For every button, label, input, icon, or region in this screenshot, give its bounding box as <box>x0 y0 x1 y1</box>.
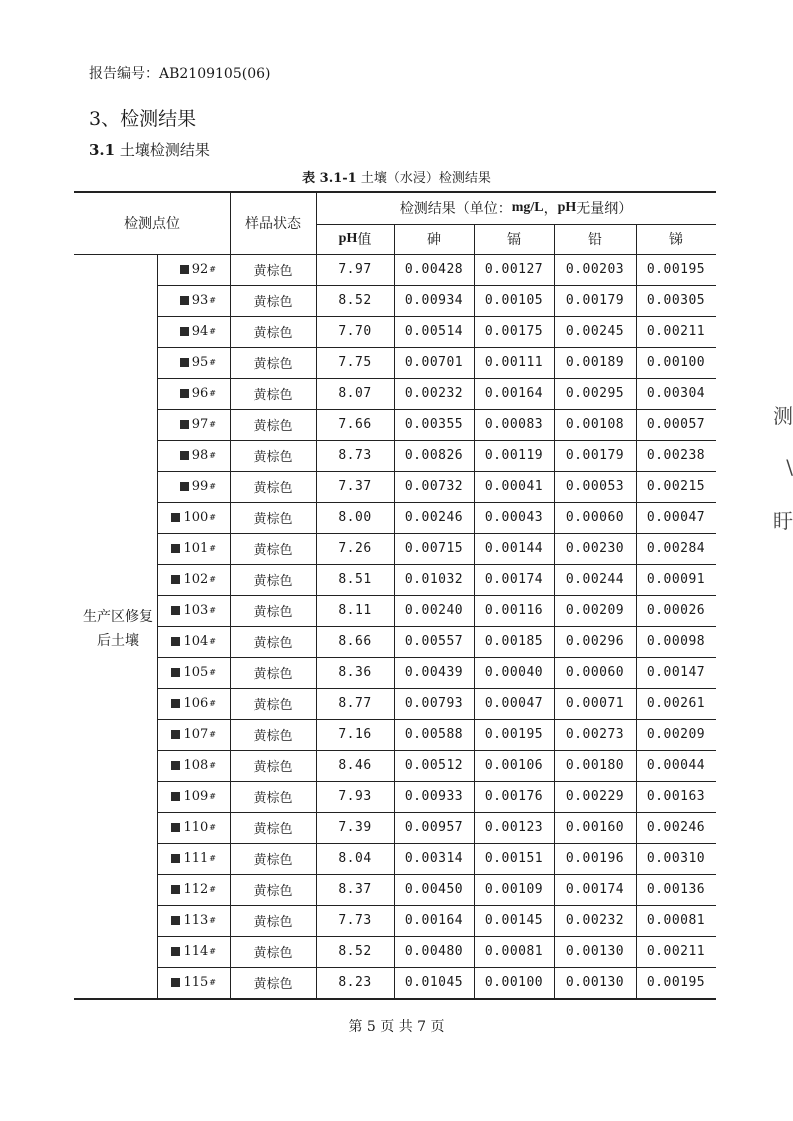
cell-cadmium: 0.00100 <box>484 975 544 990</box>
section-title: 3、检测结果 <box>89 108 197 130</box>
cell-antimony: 0.00246 <box>646 820 706 835</box>
cell-sample-state: 黄棕色 <box>253 791 293 806</box>
point-suffix: # <box>209 761 216 770</box>
cell-cadmium: 0.00040 <box>484 665 544 680</box>
header-divider <box>316 224 716 225</box>
cell-lead: 0.00179 <box>565 293 625 308</box>
cell-ph: 8.00 <box>338 510 372 525</box>
point-suffix: # <box>209 575 216 584</box>
point-number: 102 <box>183 572 209 587</box>
header-results-ph: pH <box>557 200 577 215</box>
cell-ph: 8.11 <box>338 603 372 618</box>
cell-cadmium: 0.00144 <box>484 541 544 556</box>
point-number: 101 <box>183 541 209 556</box>
point-marker-icon <box>171 916 180 925</box>
cell-arsenic: 0.01045 <box>404 975 464 990</box>
point-suffix: # <box>209 668 216 677</box>
cell-ph: 7.93 <box>338 789 372 804</box>
cell-antimony: 0.00195 <box>646 975 706 990</box>
cell-ph: 7.66 <box>338 417 372 432</box>
point-marker-icon <box>171 854 180 863</box>
header-sample-state: 样品状态 <box>245 216 301 232</box>
cell-ph: 8.04 <box>338 851 372 866</box>
cell-ph: 8.51 <box>338 572 372 587</box>
cell-antimony: 0.00209 <box>646 727 706 742</box>
point-suffix: # <box>209 513 216 522</box>
cell-arsenic: 0.00557 <box>404 634 464 649</box>
cell-antimony: 0.00091 <box>646 572 706 587</box>
subsection-title <box>89 139 210 160</box>
point-number: 114 <box>183 944 209 959</box>
cell-point <box>157 657 230 688</box>
cell-arsenic: 0.00934 <box>404 293 464 308</box>
cell-ph: 7.73 <box>338 913 372 928</box>
point-number: 95 <box>191 355 209 370</box>
cell-sample-state: 黄棕色 <box>253 481 293 496</box>
cell-cadmium: 0.00145 <box>484 913 544 928</box>
cell-lead: 0.00273 <box>565 727 625 742</box>
table-caption <box>0 167 793 186</box>
point-number: 99 <box>191 479 209 494</box>
cell-cadmium: 0.00174 <box>484 572 544 587</box>
point-number: 111 <box>183 851 209 866</box>
cell-sample-state: 黄棕色 <box>253 884 293 899</box>
point-marker-icon <box>171 513 180 522</box>
cell-point <box>157 843 230 874</box>
cell-point <box>157 812 230 843</box>
table-number: 表 3.1-1 <box>302 171 357 186</box>
subsection-number: 3.1 <box>89 141 116 159</box>
cell-lead: 0.00296 <box>565 634 625 649</box>
cell-cadmium: 0.00111 <box>484 355 544 370</box>
cell-sample-state: 黄棕色 <box>253 264 293 279</box>
point-number: 110 <box>183 820 209 835</box>
point-number: 103 <box>183 603 209 618</box>
cell-cadmium: 0.00123 <box>484 820 544 835</box>
point-marker-icon <box>171 637 180 646</box>
cell-sample-state: 黄棕色 <box>253 946 293 961</box>
cell-lead: 0.00203 <box>565 262 625 277</box>
cell-cadmium: 0.00047 <box>484 696 544 711</box>
cell-sample-state: 黄棕色 <box>253 326 293 341</box>
point-suffix: # <box>209 451 216 460</box>
cell-arsenic: 0.00480 <box>404 944 464 959</box>
cell-point <box>157 905 230 936</box>
point-marker-icon <box>171 947 180 956</box>
cell-antimony: 0.00081 <box>646 913 706 928</box>
cell-arsenic: 0.00715 <box>404 541 464 556</box>
header-results-suffix: 无量纲） <box>576 201 633 217</box>
cell-lead: 0.00130 <box>565 975 625 990</box>
cell-arsenic: 0.00246 <box>404 510 464 525</box>
cell-point <box>157 347 230 378</box>
point-suffix: # <box>209 327 216 336</box>
cell-cadmium: 0.00127 <box>484 262 544 277</box>
cell-lead: 0.00232 <box>565 913 625 928</box>
point-marker-icon <box>171 761 180 770</box>
cell-antimony: 0.00098 <box>646 634 706 649</box>
cell-ph: 7.39 <box>338 820 372 835</box>
cell-cadmium: 0.00185 <box>484 634 544 649</box>
cell-point <box>157 750 230 781</box>
cell-ph: 8.52 <box>338 293 372 308</box>
cell-antimony: 0.00044 <box>646 758 706 773</box>
cell-arsenic: 0.00512 <box>404 758 464 773</box>
report-number: 报告编号：AB2109105(06) <box>89 66 271 82</box>
cell-antimony: 0.00195 <box>646 262 706 277</box>
cell-ph: 7.75 <box>338 355 372 370</box>
cell-cadmium: 0.00081 <box>484 944 544 959</box>
cell-lead: 0.00130 <box>565 944 625 959</box>
cell-cadmium: 0.00175 <box>484 324 544 339</box>
point-suffix: # <box>209 978 216 987</box>
cell-antimony: 0.00215 <box>646 479 706 494</box>
point-suffix: # <box>209 885 216 894</box>
cell-point <box>157 471 230 502</box>
header-cadmium: 镉 <box>507 232 521 248</box>
point-suffix: # <box>209 823 216 832</box>
point-suffix: # <box>209 699 216 708</box>
point-number: 97 <box>191 417 209 432</box>
point-number: 109 <box>183 789 209 804</box>
cell-arsenic: 0.00439 <box>404 665 464 680</box>
point-marker-icon <box>171 823 180 832</box>
cell-arsenic: 0.00701 <box>404 355 464 370</box>
cell-sample-state: 黄棕色 <box>253 729 293 744</box>
cell-cadmium: 0.00176 <box>484 789 544 804</box>
point-suffix: # <box>209 606 216 615</box>
cell-ph: 8.66 <box>338 634 372 649</box>
cell-lead: 0.00180 <box>565 758 625 773</box>
cell-lead: 0.00060 <box>565 665 625 680</box>
cell-arsenic: 0.00588 <box>404 727 464 742</box>
cell-point <box>157 781 230 812</box>
header-arsenic: 砷 <box>427 232 441 248</box>
point-suffix: # <box>209 916 216 925</box>
cell-cadmium: 0.00164 <box>484 386 544 401</box>
cell-antimony: 0.00163 <box>646 789 706 804</box>
cell-lead: 0.00053 <box>565 479 625 494</box>
cell-sample-state: 黄棕色 <box>253 543 293 558</box>
cell-antimony: 0.00136 <box>646 882 706 897</box>
point-marker-icon <box>171 978 180 987</box>
edge-stamp-mark-3: 盱 <box>773 509 793 533</box>
header-results <box>316 192 716 224</box>
point-marker-icon <box>171 606 180 615</box>
cell-sample-state: 黄棕色 <box>253 605 293 620</box>
header-vline <box>230 192 231 254</box>
point-marker-icon <box>171 730 180 739</box>
point-marker-icon <box>171 575 180 584</box>
cell-ph: 8.23 <box>338 975 372 990</box>
cell-arsenic: 0.00232 <box>404 386 464 401</box>
cell-sample-state: 黄棕色 <box>253 295 293 310</box>
cell-arsenic: 0.01032 <box>404 572 464 587</box>
cell-sample-state: 黄棕色 <box>253 667 293 682</box>
cell-lead: 0.00108 <box>565 417 625 432</box>
cell-point <box>157 502 230 533</box>
cell-ph: 7.26 <box>338 541 372 556</box>
cell-antimony: 0.00238 <box>646 448 706 463</box>
point-suffix: # <box>209 358 216 367</box>
cell-ph: 7.37 <box>338 479 372 494</box>
point-suffix: # <box>209 730 216 739</box>
point-number: 105 <box>183 665 209 680</box>
cell-arsenic: 0.00240 <box>404 603 464 618</box>
cell-antimony: 0.00100 <box>646 355 706 370</box>
cell-arsenic: 0.00826 <box>404 448 464 463</box>
cell-lead: 0.00071 <box>565 696 625 711</box>
point-suffix: # <box>209 420 216 429</box>
cell-arsenic: 0.00450 <box>404 882 464 897</box>
cell-cadmium: 0.00041 <box>484 479 544 494</box>
page-footer: 第 5 页 共 7 页 <box>348 1019 445 1035</box>
cell-point <box>157 936 230 967</box>
table-caption-text: 土壤（水浸）检测结果 <box>356 171 491 186</box>
cell-arsenic: 0.00732 <box>404 479 464 494</box>
cell-antimony: 0.00026 <box>646 603 706 618</box>
cell-lead: 0.00174 <box>565 882 625 897</box>
cell-lead: 0.00244 <box>565 572 625 587</box>
point-marker-icon <box>171 885 180 894</box>
point-suffix: # <box>209 854 216 863</box>
cell-antimony: 0.00261 <box>646 696 706 711</box>
cell-point <box>157 378 230 409</box>
point-suffix: # <box>209 389 216 398</box>
table-bottom-rule <box>74 998 716 1000</box>
cell-sample-state: 黄棕色 <box>253 388 293 403</box>
point-marker-icon <box>180 296 189 305</box>
header-ph <box>316 224 394 254</box>
cell-point <box>157 874 230 905</box>
cell-antimony: 0.00304 <box>646 386 706 401</box>
point-marker-icon <box>180 327 189 336</box>
cell-lead: 0.00229 <box>565 789 625 804</box>
cell-ph: 8.52 <box>338 944 372 959</box>
point-marker-icon <box>180 265 189 274</box>
cell-point <box>157 440 230 471</box>
cell-sample-state: 黄棕色 <box>253 760 293 775</box>
cell-ph: 8.46 <box>338 758 372 773</box>
edge-stamp-mark-2: \ <box>786 455 793 479</box>
point-suffix: # <box>209 482 216 491</box>
cell-lead: 0.00189 <box>565 355 625 370</box>
cell-sample-state: 黄棕色 <box>253 977 293 992</box>
point-number: 92 <box>191 262 209 277</box>
point-number: 106 <box>183 696 209 711</box>
point-marker-icon <box>180 389 189 398</box>
cell-cadmium: 0.00195 <box>484 727 544 742</box>
header-vline <box>636 224 637 254</box>
cell-point <box>157 595 230 626</box>
point-number: 113 <box>183 913 209 928</box>
cell-antimony: 0.00057 <box>646 417 706 432</box>
header-vline <box>474 224 475 254</box>
cell-cadmium: 0.00083 <box>484 417 544 432</box>
cell-cadmium: 0.00105 <box>484 293 544 308</box>
cell-lead: 0.00209 <box>565 603 625 618</box>
cell-sample-state: 黄棕色 <box>253 822 293 837</box>
point-number: 98 <box>191 448 209 463</box>
point-number: 94 <box>191 324 209 339</box>
point-suffix: # <box>209 637 216 646</box>
cell-point <box>157 409 230 440</box>
cell-point <box>157 254 230 285</box>
cell-point <box>157 316 230 347</box>
cell-cadmium: 0.00151 <box>484 851 544 866</box>
cell-lead: 0.00245 <box>565 324 625 339</box>
cell-ph: 7.97 <box>338 262 372 277</box>
cell-lead: 0.00295 <box>565 386 625 401</box>
cell-antimony: 0.00310 <box>646 851 706 866</box>
point-number: 93 <box>191 293 209 308</box>
point-number: 96 <box>191 386 209 401</box>
point-number: 100 <box>183 510 209 525</box>
point-number: 104 <box>183 634 209 649</box>
point-number: 115 <box>183 975 209 990</box>
cell-arsenic: 0.00355 <box>404 417 464 432</box>
cell-antimony: 0.00284 <box>646 541 706 556</box>
cell-ph: 8.73 <box>338 448 372 463</box>
header-vline <box>554 224 555 254</box>
edge-stamp-mark-1: 测 <box>773 404 793 428</box>
point-suffix: # <box>209 544 216 553</box>
cell-lead: 0.00179 <box>565 448 625 463</box>
header-antimony: 锑 <box>669 232 683 248</box>
cell-antimony: 0.00305 <box>646 293 706 308</box>
cell-sample-state: 黄棕色 <box>253 636 293 651</box>
point-suffix: # <box>209 947 216 956</box>
table-top-rule <box>74 191 716 193</box>
cell-antimony: 0.00047 <box>646 510 706 525</box>
cell-point <box>157 967 230 998</box>
cell-point <box>157 688 230 719</box>
cell-point <box>157 626 230 657</box>
point-suffix: # <box>209 792 216 801</box>
cell-point <box>157 533 230 564</box>
cell-ph: 7.16 <box>338 727 372 742</box>
point-marker-icon <box>180 451 189 460</box>
cell-arsenic: 0.00428 <box>404 262 464 277</box>
cell-arsenic: 0.00314 <box>404 851 464 866</box>
cell-antimony: 0.00211 <box>646 944 706 959</box>
cell-cadmium: 0.00106 <box>484 758 544 773</box>
cell-lead: 0.00196 <box>565 851 625 866</box>
cell-arsenic: 0.00793 <box>404 696 464 711</box>
point-marker-icon <box>171 699 180 708</box>
header-results-unit: mg/L <box>511 200 544 215</box>
cell-cadmium: 0.00109 <box>484 882 544 897</box>
cell-sample-state: 黄棕色 <box>253 698 293 713</box>
cell-cadmium: 0.00116 <box>484 603 544 618</box>
header-results-sep: ， <box>543 201 558 217</box>
header-ph-label: pH <box>338 231 358 246</box>
cell-ph: 8.36 <box>338 665 372 680</box>
cell-point <box>157 285 230 316</box>
cell-sample-state: 黄棕色 <box>253 450 293 465</box>
cell-sample-state: 黄棕色 <box>253 512 293 527</box>
point-number: 112 <box>183 882 209 897</box>
cell-sample-state: 黄棕色 <box>253 419 293 434</box>
subsection-text: 土壤检测结果 <box>115 141 210 159</box>
cell-antimony: 0.00211 <box>646 324 706 339</box>
cell-lead: 0.00060 <box>565 510 625 525</box>
header-vline <box>316 192 317 254</box>
cell-sample-state: 黄棕色 <box>253 853 293 868</box>
header-lead: 铅 <box>588 232 602 248</box>
point-suffix: # <box>209 296 216 305</box>
cell-ph: 8.37 <box>338 882 372 897</box>
cell-arsenic: 0.00164 <box>404 913 464 928</box>
point-suffix: # <box>209 265 216 274</box>
cell-ph: 8.07 <box>338 386 372 401</box>
point-marker-icon <box>180 420 189 429</box>
point-marker-icon <box>180 358 189 367</box>
cell-sample-state: 黄棕色 <box>253 915 293 930</box>
point-number: 107 <box>183 727 209 742</box>
header-location: 检测点位 <box>124 216 180 232</box>
cell-lead: 0.00230 <box>565 541 625 556</box>
cell-arsenic: 0.00514 <box>404 324 464 339</box>
header-vline <box>394 224 395 254</box>
cell-cadmium: 0.00119 <box>484 448 544 463</box>
header-ph-suffix: 值 <box>357 232 372 248</box>
cell-sample-state: 黄棕色 <box>253 357 293 372</box>
location-name: 生产区修复后土壤 <box>83 609 153 649</box>
cell-antimony: 0.00147 <box>646 665 706 680</box>
point-marker-icon <box>171 668 180 677</box>
cell-point <box>157 564 230 595</box>
cell-sample-state: 黄棕色 <box>253 574 293 589</box>
cell-arsenic: 0.00957 <box>404 820 464 835</box>
point-marker-icon <box>171 544 180 553</box>
cell-arsenic: 0.00933 <box>404 789 464 804</box>
cell-ph: 8.77 <box>338 696 372 711</box>
point-number: 108 <box>183 758 209 773</box>
point-marker-icon <box>180 482 189 491</box>
point-marker-icon <box>171 792 180 801</box>
cell-point <box>157 719 230 750</box>
cell-ph: 7.70 <box>338 324 372 339</box>
header-results-prefix: 检测结果（单位： <box>399 201 512 217</box>
cell-lead: 0.00160 <box>565 820 625 835</box>
cell-cadmium: 0.00043 <box>484 510 544 525</box>
